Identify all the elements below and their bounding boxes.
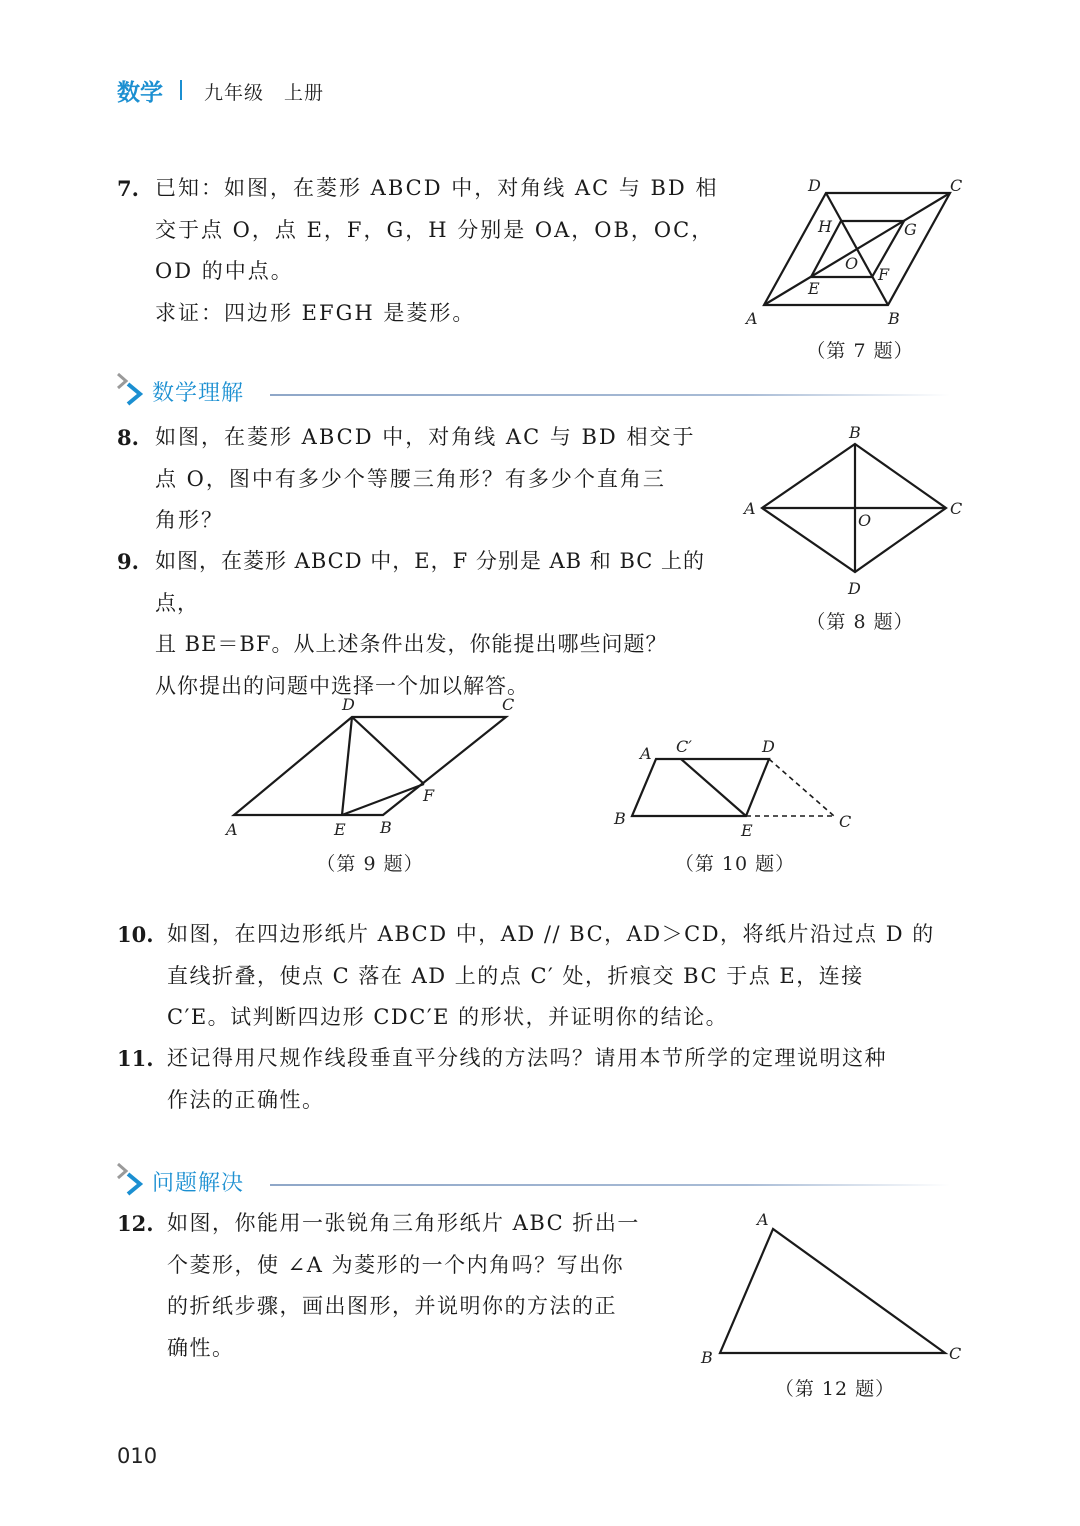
label-A: A: [640, 744, 652, 763]
label-B: B: [849, 423, 861, 442]
label-Cprime: C′: [676, 737, 692, 756]
label-C: C: [502, 695, 515, 714]
section-rule: [270, 394, 950, 396]
label-A: A: [226, 820, 238, 839]
label-B: B: [380, 818, 392, 837]
label-F: F: [423, 786, 435, 805]
label-D: D: [848, 579, 861, 598]
section-problem-solving: [112, 1162, 952, 1202]
problem-line: 点 O，图中有多少个等腰三角形？有多少个直角三: [155, 466, 666, 491]
section-title: 数学理解: [152, 381, 245, 406]
label-O: O: [845, 254, 859, 273]
problem-line: 如图，在菱形 ABCD 中，E，F 分别是 AB 和 BC 上的点，: [155, 549, 706, 615]
figure-10-caption: （第 10 题）: [674, 853, 796, 875]
label-A: A: [744, 499, 756, 518]
figure-8: [738, 420, 968, 600]
problem-line: 如图，在菱形 ABCD 中，对角线 AC 与 BD 相交于: [155, 425, 696, 449]
problem-line: 求证：四边形 EFGH 是菱形。: [155, 300, 476, 325]
figure-8-caption: （第 8 题）: [806, 611, 914, 633]
figure-7: [740, 172, 970, 332]
problem-9: [117, 541, 737, 698]
label-B: B: [701, 1348, 713, 1367]
figure-10: [610, 732, 860, 842]
problem-number: 11.: [117, 1046, 154, 1071]
chevron-icon: [112, 372, 152, 412]
section-title: 问题解决: [152, 1171, 245, 1196]
label-D: D: [342, 695, 355, 714]
problem-8: [117, 417, 737, 543]
section-math-understanding: [112, 372, 952, 412]
figure-9-caption: （第 9 题）: [316, 853, 424, 875]
problem-line: 已知：如图，在菱形 ABCD 中，对角线 AC 与 BD 相: [155, 176, 719, 200]
problem-10: [117, 914, 977, 1040]
label-H: H: [818, 217, 832, 236]
problem-line: 且 BE＝BF。从上述条件出发，你能提出哪些问题？: [155, 632, 668, 656]
grade-label: 九年级 上册: [204, 82, 325, 104]
problem-7: [117, 168, 737, 338]
label-E: E: [808, 279, 820, 298]
figure-9: [220, 690, 530, 850]
problem-line: 交于点 O，点 E，F，G，H 分别是 OA，OB，OC，: [155, 217, 715, 242]
problem-line: 的折纸步骤，画出图形，并说明你的方法的正: [167, 1294, 617, 1318]
problem-line: C′E。试判断四边形 CDC′E 的形状，并证明你的结论。: [167, 1005, 729, 1029]
label-G: G: [904, 220, 917, 239]
problem-line: 还记得用尺规作线段垂直平分线的方法吗？请用本节所学的定理说明这种: [167, 1046, 887, 1070]
problem-line: 作法的正确性。: [167, 1087, 325, 1112]
label-F: F: [878, 265, 890, 284]
problem-line: OD 的中点。: [155, 259, 294, 283]
problem-number: 7.: [117, 176, 139, 201]
label-C: C: [950, 499, 963, 518]
figure-12-caption: （第 12 题）: [774, 1378, 896, 1400]
label-B: B: [888, 309, 900, 328]
problem-number: 12.: [117, 1211, 154, 1236]
figure-12: [695, 1205, 975, 1375]
problem-line: 角形？: [155, 508, 224, 532]
problem-line: 个菱形，使 ∠A 为菱形的一个内角吗？写出你: [167, 1252, 625, 1277]
problem-line: 确性。: [167, 1335, 235, 1360]
problem-line: 如图，在四边形纸片 ABCD 中，AD // BC，AD＞CD，将纸片沿过点 D 的: [167, 922, 935, 946]
label-A: A: [746, 309, 758, 328]
page-number: 010: [117, 1444, 158, 1468]
label-A: A: [757, 1210, 769, 1229]
label-C: C: [950, 176, 963, 195]
label-E: E: [334, 820, 346, 839]
label-O: O: [858, 511, 872, 530]
header-divider: [180, 80, 182, 100]
figure-7-caption: （第 7 题）: [806, 340, 914, 362]
label-C: C: [839, 812, 852, 831]
label-E: E: [741, 821, 753, 840]
problem-number: 10.: [117, 922, 154, 947]
problem-number: 8.: [117, 425, 139, 450]
subject-title: 数学: [117, 80, 163, 106]
label-D: D: [808, 176, 821, 195]
problem-line: 从你提出的问题中选择一个加以解答。: [155, 673, 529, 698]
section-rule: [270, 1184, 950, 1186]
problem-11: [117, 1038, 977, 1122]
problem-line: 如图，你能用一张锐角三角形纸片 ABC 折出一: [167, 1211, 640, 1235]
label-D: D: [762, 737, 775, 756]
problem-12: [117, 1203, 697, 1371]
chevron-icon: [112, 1162, 152, 1202]
problem-line: 直线折叠，使点 C 落在 AD 上的点 C′ 处，折痕交 BC 于点 E，连接: [167, 963, 864, 988]
label-C: C: [949, 1344, 962, 1363]
label-B: B: [614, 809, 626, 828]
problem-number: 9.: [117, 549, 139, 574]
